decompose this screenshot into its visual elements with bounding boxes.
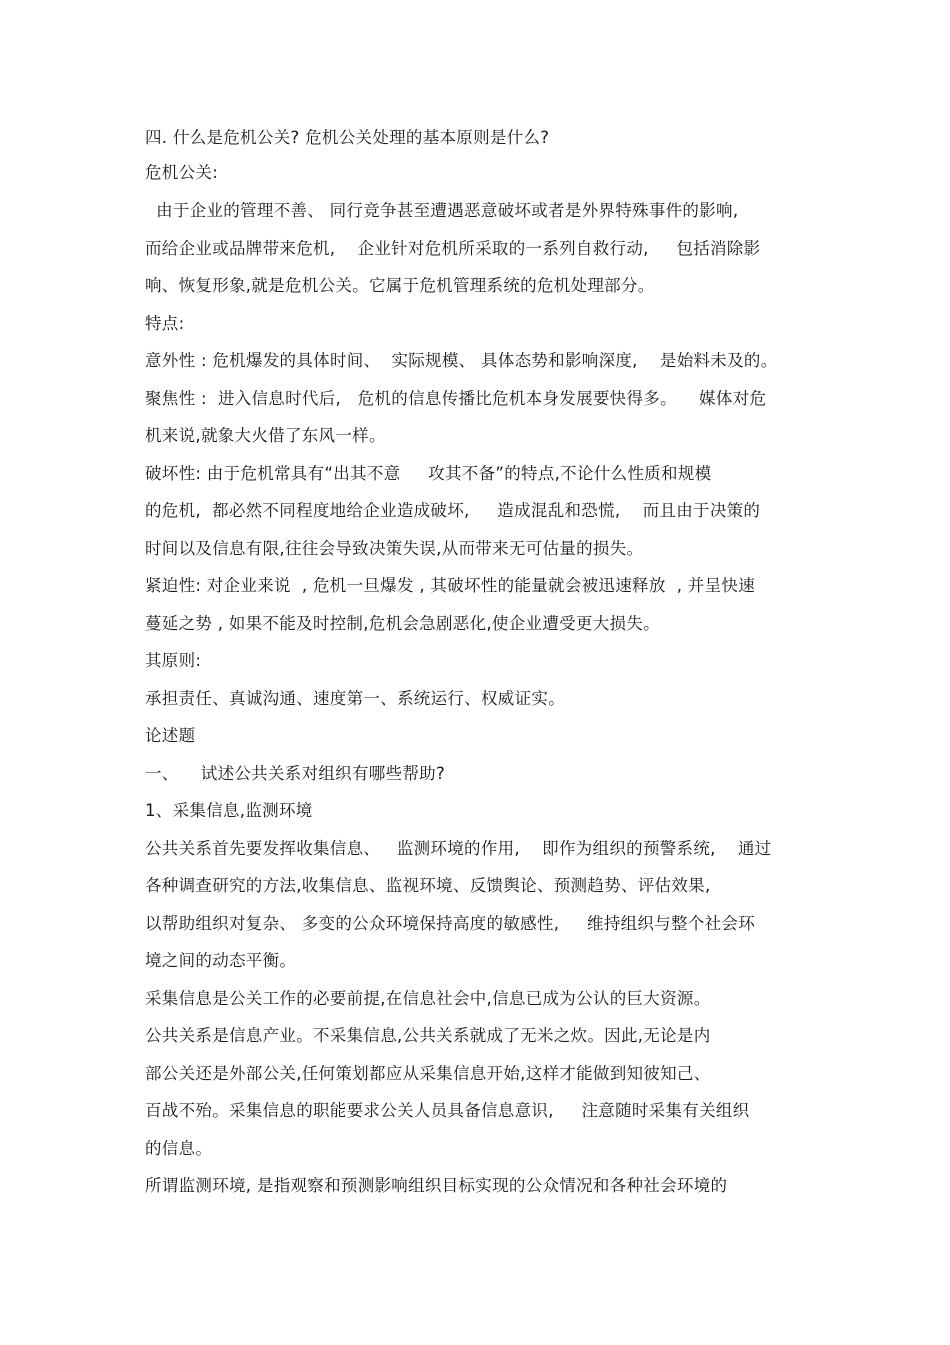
question-heading: 一、 试述公共关系对组织有哪些帮助? xyxy=(145,764,446,783)
text-line: 时间以及信息有限,往往会导致决策失误,从而带来无可估量的损失。 xyxy=(145,539,644,558)
text-line: 而给企业或品牌带来危机, 企业针对危机所采取的一系列自救行动, 包括消除影 xyxy=(145,239,761,258)
text-line: 危机公关: xyxy=(145,163,219,182)
text-line: 蔓延之势 , 如果不能及时控制,危机会急剧恶化,使企业遭受更大损失。 xyxy=(145,614,660,633)
text-line: 其原则: xyxy=(145,651,202,670)
text-line: 公共关系首先要发挥收集信息、 监测环境的作用, 即作为组织的预警系统, 通过 xyxy=(145,839,772,858)
text-line: 紧迫性: 对企业来说 , 危机一旦爆发 , 其破坏性的能量就会被迅速释放 , 并呈快速 xyxy=(145,576,755,595)
text-line: 境之间的动态平衡。 xyxy=(145,951,297,970)
text-line: 各种调查研究的方法,收集信息、监视环境、反馈舆论、预测趋势、评估效果, xyxy=(145,876,711,895)
text-line: 的信息。 xyxy=(145,1139,213,1158)
text-line: 以帮助组织对复杂、 多变的公众环境保持高度的敏感性, 维持组织与整个社会环 xyxy=(145,914,756,933)
text-line: 意外性 : 危机爆发的具体时间、 实际规模、 具体态势和影响深度, 是始料未及的。 xyxy=(145,351,778,370)
text-line: 的危机, 都必然不同程度地给企业造成破坏, 造成混乱和恐慌, 而且由于决策的 xyxy=(145,501,761,520)
subsection-heading: 1、采集信息,监测环境 xyxy=(145,801,313,820)
text-line: 百战不殆。采集信息的职能要求公关人员具备信息意识, 注意随时采集有关组织 xyxy=(145,1101,750,1120)
section-heading: 四. 什么是危机公关? 危机公关处理的基本原则是什么? xyxy=(145,128,550,147)
text-line: 部公关还是外部公关,任何策划都应从采集信息开始,这样才能做到知彼知己、 xyxy=(145,1064,711,1083)
text-line: 特点: xyxy=(145,314,185,333)
text-line: 所谓监测环境, 是指观察和预测影响组织目标实现的公众情况和各种社会环境的 xyxy=(145,1176,728,1195)
text-line: 聚焦性 : 进入信息时代后, 危机的信息传播比危机本身发展要快得多。 媒体对危 xyxy=(145,389,767,408)
text-line: 破坏性: 由于危机常具有“出其不意 攻其不备”的特点,不论什么性质和规模 xyxy=(145,464,712,483)
text-line: 机来说,就象大火借了东风一样。 xyxy=(145,426,386,445)
text-line: 采集信息是公关工作的必要前提,在信息社会中,信息已成为公认的巨大资源。 xyxy=(145,989,711,1008)
section-heading: 论述题 xyxy=(145,726,196,745)
text-line: 响、恢复形象,就是危机公关。它属于危机管理系统的危机处理部分。 xyxy=(145,276,655,295)
text-line: 由于企业的管理不善、 同行竞争甚至遭遇恶意破坏或者是外界特殊事件的影响, xyxy=(145,201,739,220)
text-line: 承担责任、真诚沟通、速度第一、系统运行、权威证实。 xyxy=(145,689,565,708)
text-line: 公共关系是信息产业。不采集信息,公共关系就成了无米之炊。因此,无论是内 xyxy=(145,1026,711,1045)
